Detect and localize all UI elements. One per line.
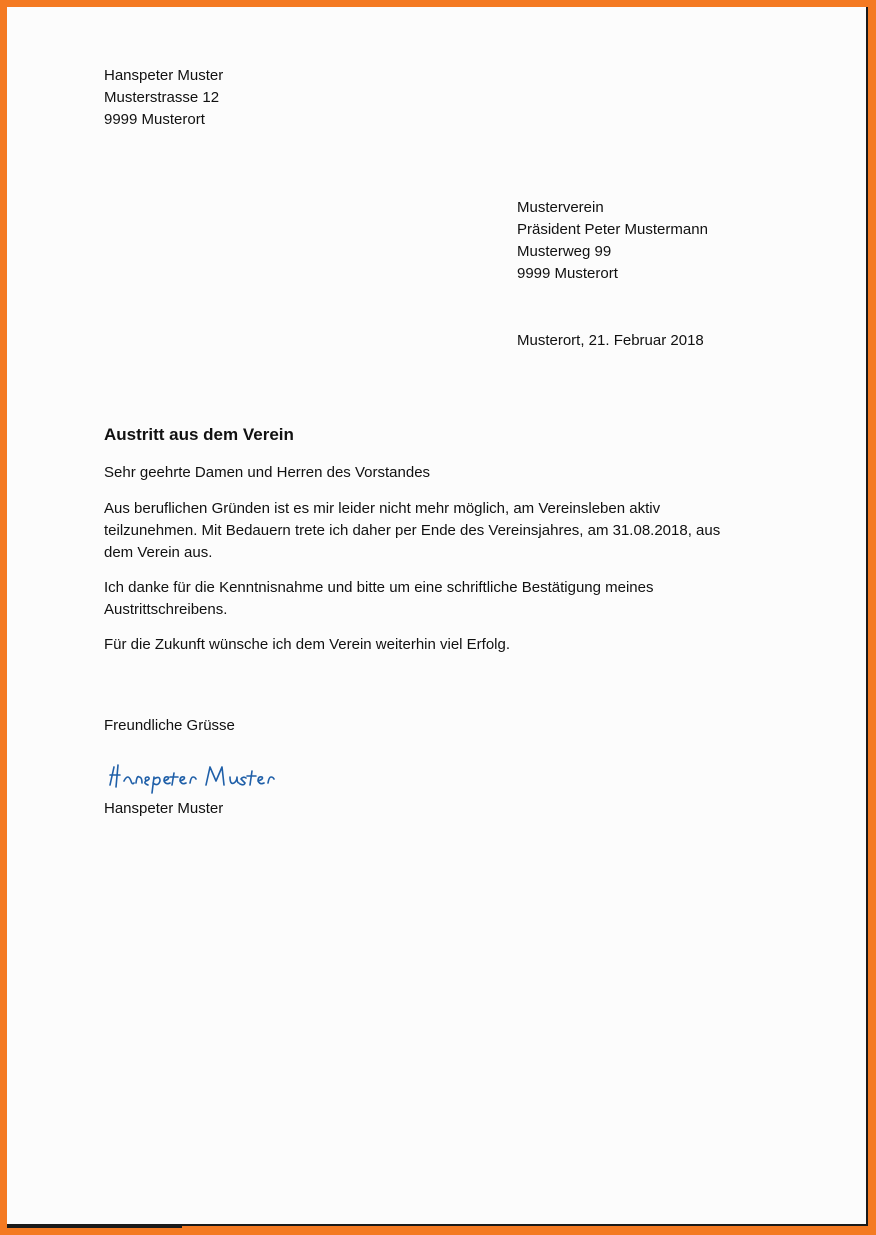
page-bottom-edge	[7, 1224, 182, 1228]
letter-subject: Austritt aus dem Verein	[104, 425, 294, 444]
paragraph-wishes	[104, 634, 784, 656]
closing-phrase: Freundliche Grüsse	[104, 717, 235, 734]
paragraph-line: teilzunehmen. Mit Bedauern trete ich daher per Ende des Vereinsjahres, am 31.08.2018, aus	[104, 522, 721, 539]
recipient-street: Musterweg 99	[517, 243, 612, 260]
sender-street: Musterstrasse 12	[104, 89, 220, 106]
sender-city: 9999 Musterort	[104, 111, 205, 128]
recipient-address	[517, 197, 708, 285]
paragraph-line: Für die Zukunft wünsche ich dem Verein weiterhin viel Erfolg.	[104, 636, 511, 653]
paragraph-resignation	[104, 498, 784, 564]
paragraph-line: Ich danke für die Kenntnisnahme und bitte um eine schriftliche Bestätigung meines	[104, 579, 654, 596]
sender-address	[104, 65, 223, 131]
recipient-person: Präsident Peter Mustermann	[517, 221, 708, 238]
paragraph-confirmation	[104, 577, 784, 621]
salutation: Sehr geehrte Damen und Herren des Vorstandes	[104, 464, 431, 481]
paragraph-line: dem Verein aus.	[104, 544, 213, 561]
paragraph-line: Austrittschreibens.	[104, 601, 228, 618]
signer-name: Hanspeter Muster	[104, 800, 224, 817]
recipient-organization: Musterverein	[517, 199, 604, 216]
letter-page	[7, 7, 868, 1226]
handwritten-signature	[106, 759, 326, 799]
recipient-city: 9999 Musterort	[517, 265, 618, 282]
paragraph-line: Aus beruflichen Gründen ist es mir leider nicht mehr möglich, am Vereinsleben aktiv	[104, 500, 661, 517]
sender-name: Hanspeter Muster	[104, 67, 224, 84]
date-line: Musterort, 21. Februar 2018	[517, 332, 704, 349]
